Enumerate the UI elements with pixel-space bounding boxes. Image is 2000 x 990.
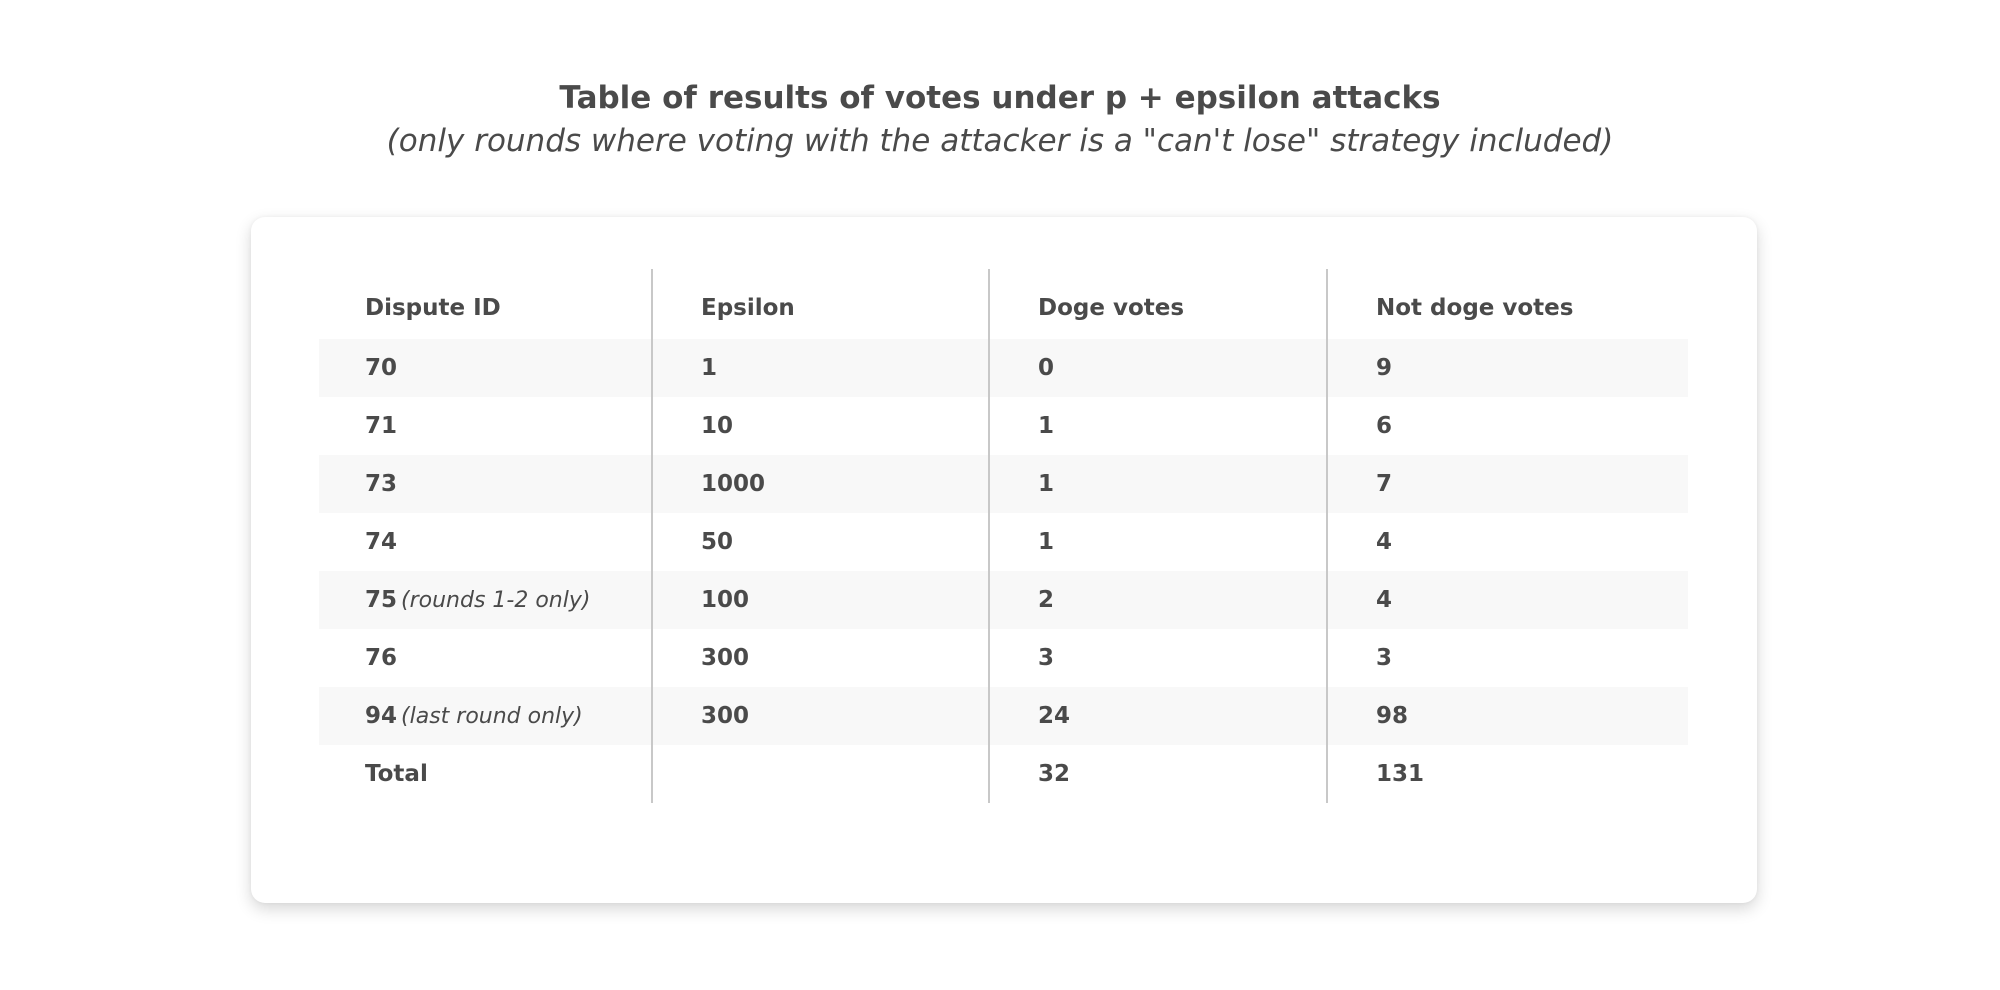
table-row <box>319 629 1688 687</box>
cell-doge-votes: 0 <box>989 339 1327 397</box>
cell-doge-votes: 3 <box>989 629 1327 687</box>
dispute-note: (last round only) <box>401 704 583 729</box>
cell-dispute-id <box>319 571 652 629</box>
cell-epsilon: 50 <box>652 513 989 571</box>
table-row <box>319 397 1688 455</box>
cell-not-doge-votes: 4 <box>1327 513 1688 571</box>
cell-dispute-id <box>319 629 652 687</box>
table-row <box>319 687 1688 745</box>
cell-not-doge-votes: 98 <box>1327 687 1688 745</box>
results-table <box>319 269 1688 803</box>
dispute-id: 76 <box>365 645 398 671</box>
results-card <box>251 217 1757 903</box>
cell-not-doge-votes: 6 <box>1327 397 1688 455</box>
table-row <box>319 455 1688 513</box>
cell-dispute-id <box>319 455 652 513</box>
total-doge-votes: 32 <box>989 745 1327 803</box>
total-row <box>319 745 1688 803</box>
header-dispute-id: Dispute ID <box>365 295 501 321</box>
header-row <box>319 269 1688 339</box>
table-row <box>319 513 1688 571</box>
dispute-id: 71 <box>365 413 398 439</box>
dispute-id: 74 <box>365 529 398 555</box>
dispute-note: (rounds 1-2 only) <box>401 588 591 613</box>
total-not-doge-votes: 131 <box>1327 745 1688 803</box>
header-not-doge-votes: Not doge votes <box>1327 269 1688 339</box>
title-block <box>0 74 2000 160</box>
cell-dispute-id <box>319 687 652 745</box>
table-row <box>319 571 1688 629</box>
total-epsilon <box>652 745 989 803</box>
cell-dispute-id <box>319 513 652 571</box>
page-title: Table of results of votes under p + epsilon attacks <box>559 80 1441 116</box>
header-doge-votes: Doge votes <box>989 269 1327 339</box>
page-subtitle: (only rounds where voting with the attacker is a "can't lose" strategy included) <box>386 123 1614 159</box>
dispute-id: 75 <box>365 587 398 613</box>
cell-not-doge-votes: 3 <box>1327 629 1688 687</box>
cell-doge-votes: 2 <box>989 571 1327 629</box>
cell-doge-votes: 1 <box>989 397 1327 455</box>
cell-epsilon: 10 <box>652 397 989 455</box>
cell-doge-votes: 24 <box>989 687 1327 745</box>
total-label: Total <box>365 761 428 787</box>
dispute-id: 73 <box>365 471 398 497</box>
cell-not-doge-votes: 4 <box>1327 571 1688 629</box>
cell-dispute-id <box>319 397 652 455</box>
cell-not-doge-votes: 9 <box>1327 339 1688 397</box>
header-epsilon: Epsilon <box>652 269 989 339</box>
dispute-id: 94 <box>365 703 398 729</box>
cell-not-doge-votes: 7 <box>1327 455 1688 513</box>
cell-doge-votes: 1 <box>989 513 1327 571</box>
cell-epsilon: 1 <box>652 339 989 397</box>
cell-epsilon: 100 <box>652 571 989 629</box>
cell-epsilon: 1000 <box>652 455 989 513</box>
cell-doge-votes: 1 <box>989 455 1327 513</box>
cell-epsilon: 300 <box>652 629 989 687</box>
cell-dispute-id <box>319 339 652 397</box>
table-row <box>319 339 1688 397</box>
cell-epsilon: 300 <box>652 687 989 745</box>
dispute-id: 70 <box>365 355 398 381</box>
